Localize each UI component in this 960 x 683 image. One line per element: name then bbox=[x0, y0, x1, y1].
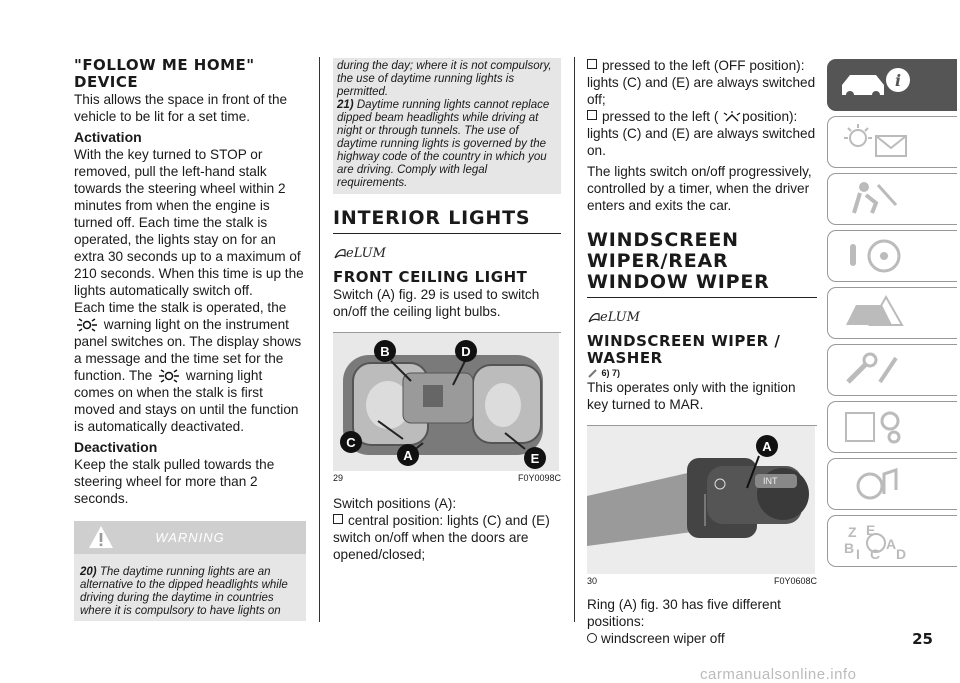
pencil-icon bbox=[587, 367, 599, 379]
o-item: windscreen wiper off bbox=[587, 630, 817, 647]
tab-emergency[interactable] bbox=[827, 287, 957, 339]
figure-number: 29 bbox=[333, 473, 344, 483]
manual-reference-icon bbox=[333, 240, 386, 261]
tab-index[interactable] bbox=[827, 515, 957, 567]
svg-text:i: i bbox=[895, 71, 902, 90]
activation-text-2: Each time the stalk is operated, the warning light on the instrument panel switches on. The display shows a message and the time set for the function. The warning light comes on when the stalk is first moved and stays on until the function is automatically deactivated. bbox=[74, 300, 302, 434]
activation-heading: Activation bbox=[74, 129, 142, 145]
column-1 bbox=[74, 57, 306, 507]
chapter-tabs bbox=[827, 59, 956, 572]
front-ceiling-light-title: FRONT CEILING LIGHT bbox=[333, 268, 528, 286]
svg-text:I: I bbox=[856, 546, 860, 562]
bullet-2: pressed to the left (OFF position): lights (C) and (E) are always switched off; bbox=[587, 58, 816, 107]
wiper-section-title: WINDSCREEN WIPER/REAR WINDOW WIPER bbox=[587, 229, 770, 293]
technical-data-icon bbox=[836, 407, 916, 447]
warning-label: WARNING bbox=[155, 530, 225, 545]
figure-code: F0Y0098C bbox=[517, 473, 561, 483]
svg-text:Z: Z bbox=[848, 524, 857, 540]
figure-number: 30 bbox=[587, 576, 598, 586]
column-3 bbox=[587, 57, 817, 647]
figure-30 bbox=[587, 425, 817, 586]
column-divider bbox=[319, 57, 320, 622]
watermark: carmanualsonline.info bbox=[700, 666, 857, 683]
washer-title: WINDSCREEN WIPER / WASHER bbox=[587, 332, 781, 367]
bullet-square-icon bbox=[587, 110, 597, 120]
car-info-icon bbox=[836, 65, 916, 105]
figure-caption bbox=[333, 473, 561, 483]
positions-intro: Switch positions (A): bbox=[333, 496, 457, 511]
intro-text: This allows the space in front of the vehicle to be lit for a set time. bbox=[74, 92, 288, 124]
svg-text:B: B bbox=[844, 540, 855, 556]
bullet-square-icon bbox=[587, 59, 597, 69]
tab-warning-lights[interactable] bbox=[827, 116, 957, 168]
fig-label-e: E bbox=[530, 451, 540, 466]
warning-header bbox=[74, 521, 306, 554]
ceiling-light-image bbox=[333, 333, 559, 471]
svg-text:A: A bbox=[886, 536, 897, 552]
deactivation-text: Keep the stalk pulled towards the steering wheel for more than 2 seconds. bbox=[74, 457, 275, 506]
svg-text:INT: INT bbox=[763, 476, 778, 486]
timer-paragraph: The lights switch on/off progressively, controlled by a timer, when the driver enters and exits the car. bbox=[587, 164, 812, 213]
index-icon bbox=[836, 521, 916, 561]
activation-text: With the key turned to STOP or removed, pull the left-hand stalk towards the steering wheel within 2 minutes from when the engine is turned off. Each time the stalk is operated, the lights stay on for an extra 30 seconds up to a maximum of 210 seconds. When this time is up the lights automatically switch off. bbox=[74, 147, 304, 298]
figure-code: F0Y0608C bbox=[773, 576, 817, 586]
fig-label-a: A bbox=[762, 439, 772, 454]
door-light-icon bbox=[722, 111, 742, 124]
bullet-1: central position: lights (C) and (E) switch on/off when the doors are opened/closed; bbox=[333, 513, 550, 562]
title-rule bbox=[333, 233, 561, 234]
fig-label-d: D bbox=[461, 344, 471, 359]
warning-note: 20) The daytime running lights are an alternative to the dipped headlights while driving during the daytime in countries where it is compulsory to have lights on bbox=[80, 566, 288, 617]
sidelight-warning-icon bbox=[156, 369, 182, 383]
deactivation-heading: Deactivation bbox=[74, 439, 158, 455]
note-21: 21) Daytime running lights cannot replace dipped beam headlights while driving at night or through tunnels. The use of daytime running lights is governed by the highway code of the country in which you are driving. Comply with legal requirements. bbox=[337, 99, 550, 189]
washer-text: This operates only with the ignition key turned to MAR. bbox=[587, 380, 796, 412]
column-divider bbox=[574, 57, 575, 622]
svg-text:C: C bbox=[870, 546, 881, 562]
warning-lights-icon bbox=[836, 122, 916, 162]
svg-text:eLUM: eLUM bbox=[346, 246, 386, 261]
figure-29 bbox=[333, 332, 561, 483]
tab-start-drive[interactable] bbox=[827, 230, 957, 282]
svg-text:D: D bbox=[896, 546, 907, 562]
bullet-3: pressed to the left ( position): lights (C) and (E) are always switched on. bbox=[587, 109, 816, 158]
tab-safety[interactable] bbox=[827, 173, 957, 225]
fig-label-c: C bbox=[346, 435, 356, 450]
title-rule bbox=[587, 297, 817, 298]
fig-label-a: A bbox=[403, 448, 413, 463]
tab-technical-data[interactable] bbox=[827, 401, 957, 453]
ring-text: Ring (A) fig. 30 has five different positions: bbox=[587, 597, 781, 629]
svg-text:E: E bbox=[866, 522, 876, 538]
svg-text:eLUM: eLUM bbox=[600, 310, 640, 325]
column-2 bbox=[333, 58, 561, 563]
airbag-safety-icon bbox=[836, 179, 916, 219]
start-drive-icon bbox=[836, 236, 916, 276]
bullet-square-icon bbox=[333, 514, 343, 524]
off-circle-icon bbox=[587, 633, 597, 643]
sidelight-warning-icon bbox=[74, 318, 100, 332]
tab-maintenance[interactable] bbox=[827, 344, 957, 396]
emergency-icon bbox=[836, 293, 916, 333]
tab-multimedia[interactable] bbox=[827, 458, 957, 510]
tab-car-info[interactable] bbox=[827, 59, 957, 111]
ceiling-light-text: Switch (A) fig. 29 is used to switch on/off the ceiling light bulbs. bbox=[333, 287, 540, 319]
multimedia-icon bbox=[836, 464, 916, 504]
figure-caption bbox=[587, 576, 817, 586]
note-continuation: during the day; where it is not compulsory, the use of daytime running lights is permitted. bbox=[337, 60, 552, 98]
note-refs: 6) 7) bbox=[587, 367, 817, 379]
maintenance-icon bbox=[836, 350, 916, 390]
section-title: "FOLLOW ME HOME" DEVICE bbox=[74, 56, 255, 91]
interior-lights-title: INTERIOR LIGHTS bbox=[333, 207, 531, 229]
page-number: 25 bbox=[912, 630, 933, 648]
wiper-stalk-image bbox=[587, 426, 815, 574]
manual-reference-icon bbox=[587, 304, 640, 325]
fig-label-b: B bbox=[380, 344, 390, 359]
